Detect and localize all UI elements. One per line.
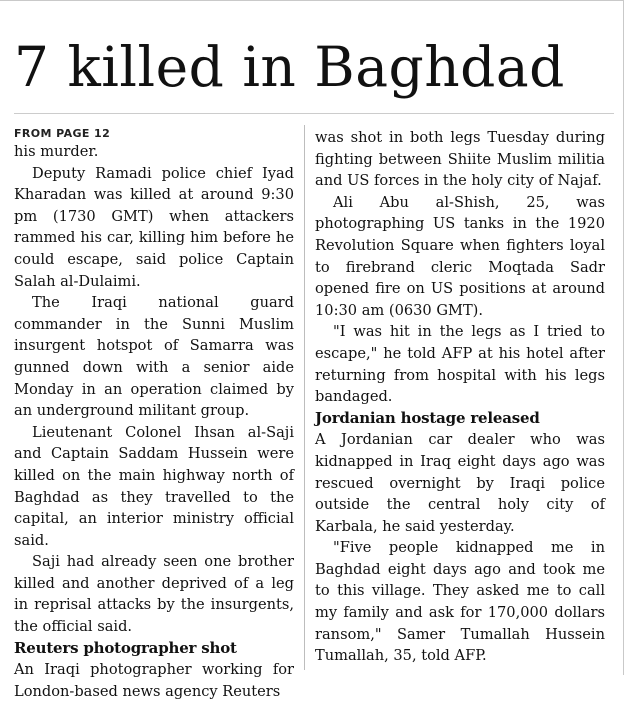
paragraph: Ali Abu al-Shish, 25, was photographing US tanks in the 1920 Revolution Square when fighters loyal to firebrand cleric Moqtada Sadr opened fire on US positions at around 10:30 am (0630 GMT).	[315, 193, 605, 319]
paragraph: The Iraqi national guard commander in the Sunni Muslim insurgent hotspot of Samarra was gunned down with a senior aide Monday in an operation claimed by an underground militant group.	[14, 294, 294, 420]
paragraph: An Iraqi photographer working for London-based news agency Reuters	[14, 661, 294, 700]
paragraph: A Jordanian car dealer who was kidnapped in Iraq eight days ago was rescued overnight by Iraqi police outside the central holy city of Karbala, he said yesterday.	[315, 431, 605, 535]
subhead-reuters: Reuters photographer shot	[14, 638, 237, 657]
paragraph: "I was hit in the legs as I tried to escape," he told AFP at his hotel after returning from hospital with his legs bandaged.	[315, 323, 605, 406]
paragraph: his murder.	[14, 143, 99, 160]
headline-rule	[14, 113, 614, 114]
kicker-from-page: FROM PAGE 12	[14, 127, 111, 140]
paragraph: Lieutenant Colonel Ihsan al-Saji and Captain Saddam Hussein were killed on the main highway north of Baghdad as they travelled to the capital, an interior ministry official said.	[14, 423, 294, 549]
headline: 7 killed in Baghdad	[14, 35, 565, 99]
column-divider	[304, 125, 305, 670]
paragraph: Saji had already seen one brother killed and another deprived of a leg in reprisal attacks by the insurgents, the official said.	[14, 553, 294, 636]
paragraph: "Five people kidnapped me in Baghdad eight days ago and took me to this village. They asked me to call my family and ask for 170,000 dollars ransom," Samer Tumallah Hussein Tumallah, 35, told AFP.	[315, 539, 605, 665]
left-column	[14, 127, 294, 702]
paragraph: Deputy Ramadi police chief Iyad Kharadan was killed at around 9:30 pm (1730 GMT) when attackers rammed his car, killing him before he could escape, said police Captain Salah al-Dulaimi.	[14, 164, 294, 290]
right-column	[315, 127, 605, 667]
subhead-jordanian: Jordanian hostage released	[315, 408, 540, 427]
paragraph: was shot in both legs Tuesday during fighting between Shiite Muslim militia and US forces in the holy city of Najaf.	[315, 129, 605, 190]
